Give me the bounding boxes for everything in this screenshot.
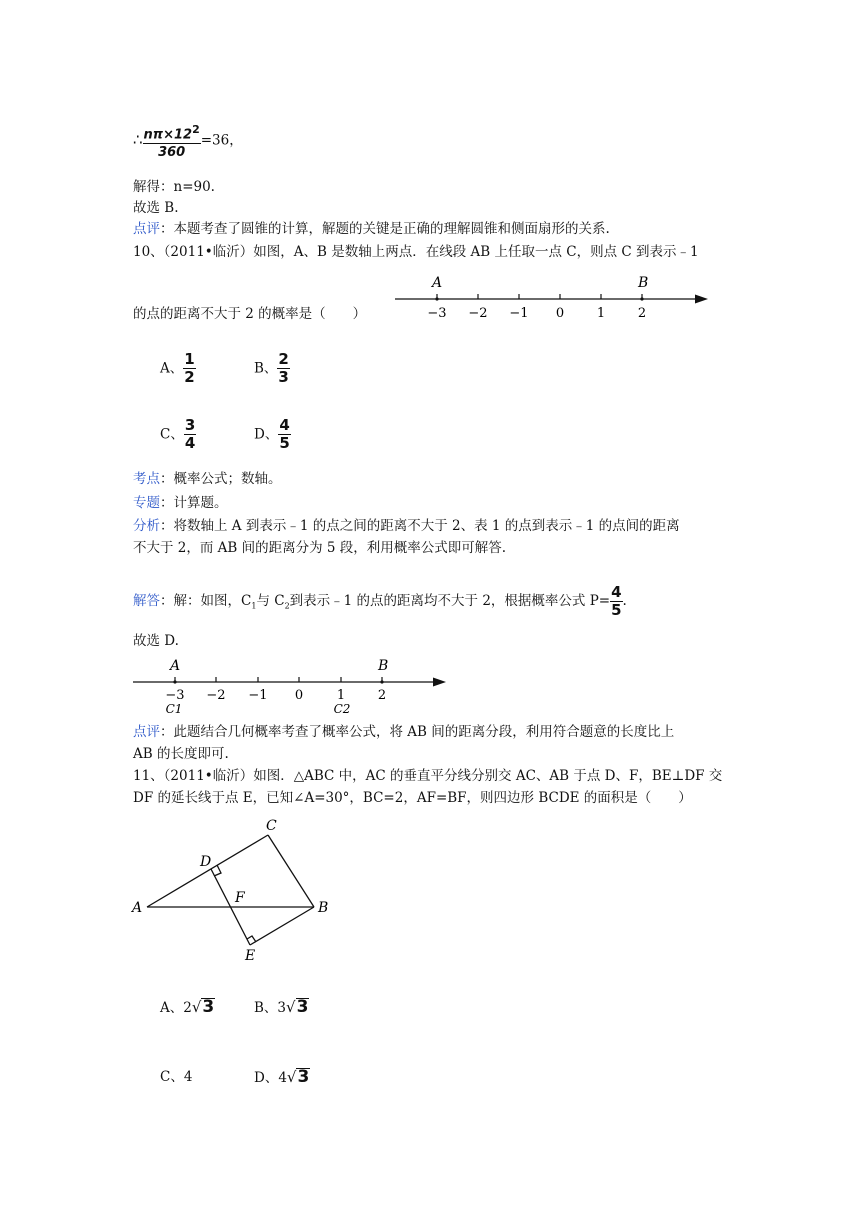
exponent: 2	[192, 123, 200, 136]
tick-label: 2	[637, 306, 647, 321]
fraction-numerator: nπ×12	[143, 127, 193, 143]
option-label: B、	[254, 360, 278, 377]
subscript: 2	[284, 601, 290, 611]
therefore-sign: ∴	[133, 130, 143, 149]
point-a-dot	[435, 297, 438, 300]
segment-be	[250, 907, 314, 945]
option-label: A、	[160, 1000, 184, 1016]
tick-label: −2	[206, 688, 226, 703]
fraction-denominator: 2	[184, 368, 195, 386]
label-f: F	[235, 890, 245, 906]
option-fraction	[277, 352, 289, 385]
q10-option-d	[254, 418, 291, 451]
tick-label: 0	[294, 688, 304, 703]
q10-option-c	[160, 418, 196, 451]
point-b-dot	[380, 680, 383, 683]
sqrt-sign: √3	[191, 997, 215, 1017]
option-fraction	[184, 418, 196, 451]
fraction-numerator: 1	[184, 350, 195, 368]
tick-label: −2	[468, 306, 488, 321]
q11-option-a	[160, 998, 215, 1017]
point-b-dot	[640, 297, 643, 300]
zhuanti-label: 专题	[133, 495, 160, 511]
radicand: 3	[296, 997, 309, 1017]
option-label: D、	[254, 1070, 279, 1086]
q10-jieda	[133, 585, 627, 618]
q11-option-c	[160, 1068, 192, 1086]
fraction-numerator: 4	[279, 416, 290, 434]
q10-fenxi-line1	[133, 517, 680, 535]
jieda-label: 解答	[133, 593, 160, 609]
option-fraction	[278, 418, 290, 451]
option-coef: 4	[183, 1069, 193, 1085]
option-coef: 4	[278, 1070, 287, 1086]
fraction-numerator: 2	[278, 350, 289, 368]
jieda-fraction	[610, 585, 622, 618]
number-line-ticks	[175, 677, 382, 682]
option-label: D、	[254, 426, 279, 443]
radicand: 3	[297, 1067, 310, 1087]
tick-label: 1	[336, 688, 346, 703]
q9-choose: 故选 B.	[133, 200, 179, 216]
q10-option-b	[254, 352, 290, 385]
option-label: A、	[160, 360, 184, 377]
option-label: C、	[160, 426, 184, 443]
number-line-figure	[390, 272, 720, 326]
point-b-label: B	[378, 658, 389, 674]
q10-comment-line2: AB 的长度即可.	[133, 746, 229, 762]
q10-choose: 故选 D.	[133, 633, 179, 649]
sqrt-sign: √3	[286, 1067, 310, 1087]
point-a-label: A	[432, 275, 443, 291]
jieda-text: ：解：如图，C	[160, 593, 252, 609]
comment-text: ：本题考查了圆锥的计算，解题的关键是正确的理解圆锥和侧面扇形的关系.	[160, 221, 610, 237]
jieda-text: 到表示﹣1 的点的距离均不大于 2，根据概率公式 P=	[289, 593, 611, 609]
kaodian-text: ：概率公式；数轴。	[160, 471, 282, 487]
tick-label: 2	[377, 688, 387, 703]
fenxi-label: 分析	[133, 518, 160, 534]
q10-stem-line2: 的点的距离不大于 2 的概率是（ ）	[133, 306, 367, 322]
fraction-denominator: 3	[278, 368, 289, 386]
q11-stem-line2: DF 的延长线于点 E，已知∠A=30°，BC=2，AF=BF，则四边形 BCDE 的面积是（ ）	[133, 790, 692, 806]
point-b-label: B	[638, 275, 649, 291]
option-coef: 3	[277, 1000, 287, 1016]
label-c: C	[266, 818, 277, 834]
sqrt-sign: √3	[286, 997, 309, 1017]
tick-label: −1	[248, 688, 268, 703]
c2-label: C2	[333, 702, 351, 716]
point-a-dot	[173, 680, 176, 683]
q10-fenxi-line2: 不大于 2，而 AB 间的距离分为 5 段，利用概率公式即可解答.	[133, 540, 507, 556]
formula-fraction	[143, 122, 201, 160]
q9-comment	[133, 220, 610, 238]
segment-ac	[147, 835, 268, 907]
subscript: 1	[251, 601, 257, 611]
zhuanti-text: ：计算题。	[160, 495, 228, 511]
option-coef: 2	[183, 1000, 192, 1016]
fraction-denominator: 5	[611, 601, 622, 619]
tick-label: −1	[509, 306, 529, 321]
fraction-numerator: 4	[611, 583, 622, 601]
q10-option-a	[160, 352, 196, 385]
option-label: B、	[254, 1000, 278, 1016]
fraction-numerator: 3	[184, 416, 196, 434]
radicand: 3	[202, 997, 215, 1017]
q10-kaodian	[133, 470, 282, 488]
fraction-denominator: 4	[184, 434, 196, 452]
q10-stem-line1: 10、（2011•临沂）如图，A、B 是数轴上两点．在线段 AB 上任取一点 C，则点 C 到表示﹣1	[133, 244, 699, 260]
quadrilateral-figure	[125, 812, 335, 964]
q10-comment-line1	[133, 723, 674, 741]
option-fraction	[183, 352, 195, 385]
number-line-ticks	[437, 294, 642, 299]
fenxi-text: ：将数轴上 A 到表示﹣1 的点之间的距离不大于 2、表 1 的点到表示﹣1 的点间的距离	[160, 518, 680, 534]
c1-label: C1	[165, 702, 183, 716]
q9-solve: 解得：n=90.	[133, 179, 215, 195]
formula-equals: =36，	[200, 132, 243, 149]
q9-formula-line	[133, 122, 243, 160]
point-a-label: A	[170, 658, 181, 674]
comment-label: 点评	[133, 724, 160, 740]
comment-label: 点评	[133, 221, 160, 237]
q11-stem-line1: 11、（2011•临沂）如图．△ABC 中，AC 的垂直平分线分别交 AC、AB 于点 D、F，BE⊥DF 交	[133, 768, 723, 784]
q11-option-b	[254, 998, 309, 1017]
tick-label: 1	[596, 306, 606, 321]
q10-zhuanti	[133, 494, 228, 512]
number-line-solution-figure	[128, 655, 458, 717]
jieda-text: 与 C	[256, 593, 285, 609]
label-d: D	[200, 854, 212, 870]
label-b: B	[318, 900, 329, 916]
comment-text: ：此题结合几何概率考查了概率公式，将 AB 间的距离分段，利用符合题意的长度比上	[160, 724, 675, 740]
q11-option-d	[254, 1068, 310, 1087]
tick-label: −3	[165, 688, 185, 703]
tick-label: 0	[555, 306, 565, 321]
fraction-denominator: 5	[279, 434, 290, 452]
option-label: C、	[160, 1069, 184, 1085]
segment-cb	[268, 835, 314, 907]
label-a: A	[132, 900, 143, 916]
kaodian-label: 考点	[133, 471, 160, 487]
jieda-end: .	[622, 593, 627, 609]
label-e: E	[245, 948, 256, 964]
fraction-denominator: 360	[158, 145, 186, 161]
tick-label: −3	[427, 306, 447, 321]
